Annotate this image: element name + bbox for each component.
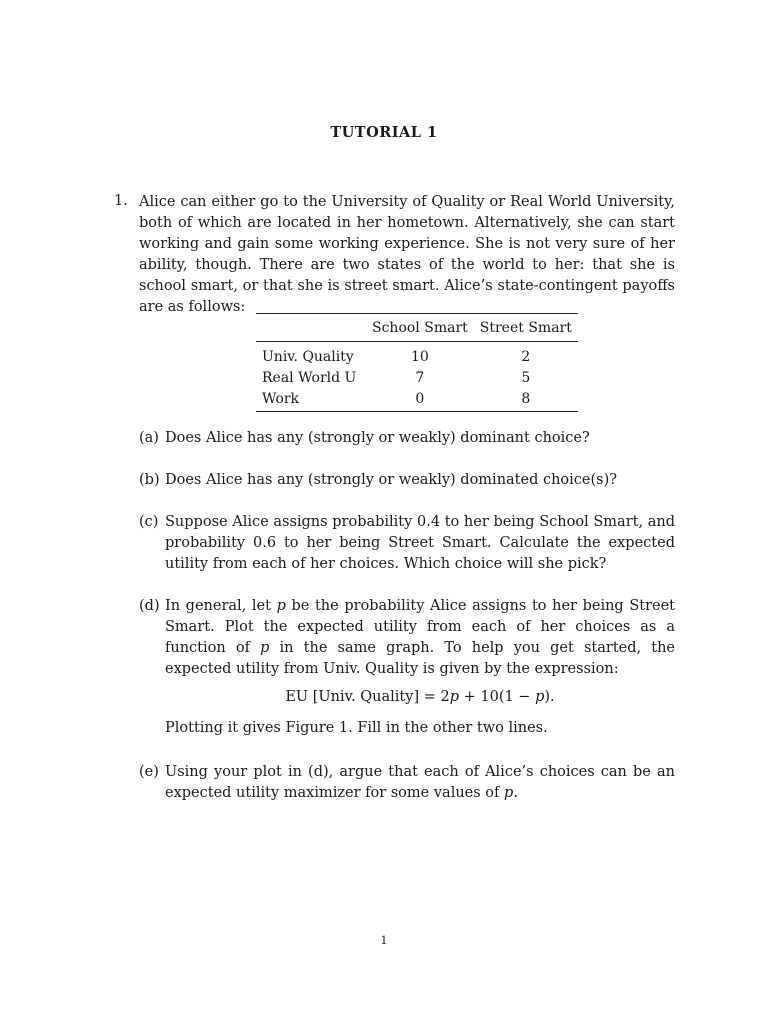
variable-p: p [535,689,545,705]
table-row [256,367,578,388]
equation-mid: + 10(1 − [459,689,536,705]
table-row [256,342,578,368]
page-number: 1 [380,934,388,947]
cell-school-smart: 0 [366,388,474,412]
part-a-label: (a) [139,430,159,446]
table-row [256,388,578,412]
part-e-label: (e) [139,764,159,780]
row-label: Real World U [262,369,357,386]
part-d-text-3: in the same graph. To help you get started, the expected utility from Univ. Quality is given by the expression: [165,640,676,677]
variable-p: p [276,598,286,614]
cell-street-smart: 8 [474,388,578,412]
part-c-label: (c) [139,514,159,530]
part-d-text-1: In general, let [165,598,277,614]
part-d-text-2: be the probability Alice assigns to her being Street Smart. Plot the expected utility from each of her choices as a function of [165,598,676,656]
part-d-text [165,596,676,736]
table-header-empty [256,314,366,342]
row-label: Univ. Quality [262,348,354,365]
equation-right: ). [544,689,555,705]
page-title: TUTORIAL 1 [330,124,438,141]
eu-equation [165,687,675,708]
table-header-school-smart: School Smart [366,314,474,342]
payoff-table [256,313,578,412]
part-b-text: Does Alice has any (strongly or weakly) dominated choice(s)? [165,472,618,488]
part-a-text: Does Alice has any (strongly or weakly) dominant choice? [165,430,590,446]
cell-street-smart: 2 [521,348,531,365]
part-d-after-text: Plotting it gives Figure 1. Fill in the other two lines. [165,720,548,736]
cell-street-smart: 5 [521,369,531,386]
part-e-text [165,762,675,804]
part-b-label: (b) [139,472,160,488]
question-intro: Alice can either go to the University of Quality or Real World University, both of which are located in her hometown. Alternatively, she can start working and gain some working experience. She is not very sure of her ability, though. There are two states of the world to her: that she is school smart, or that she is street smart. Alice’s state-contingent payoffs are as follows: [139,194,675,315]
row-label: Work [256,388,366,412]
part-e-text-1: Using your plot in (d), argue that each of Alice’s choices can be an expected utility maximizer for some values of [165,764,675,801]
cell-school-smart: 10 [410,348,429,365]
question-number: 1. [114,193,128,209]
cell-school-smart: 7 [415,369,425,386]
variable-p: p [504,785,514,801]
part-e-text-2: . [513,785,518,801]
part-d-label: (d) [139,598,160,614]
part-c-text: Suppose Alice assigns probability 0.4 to her being School Smart, and probability 0.6 to her being Street Smart. Calculate the expected utility from each of her choices. Which choice will she pick? [165,514,675,572]
variable-p: p [260,640,270,656]
payoff-table-header-row [256,314,578,342]
equation-left: EU [Univ. Quality] = 2 [285,689,450,705]
table-header-street-smart: Street Smart [474,314,578,342]
variable-p: p [449,689,459,705]
